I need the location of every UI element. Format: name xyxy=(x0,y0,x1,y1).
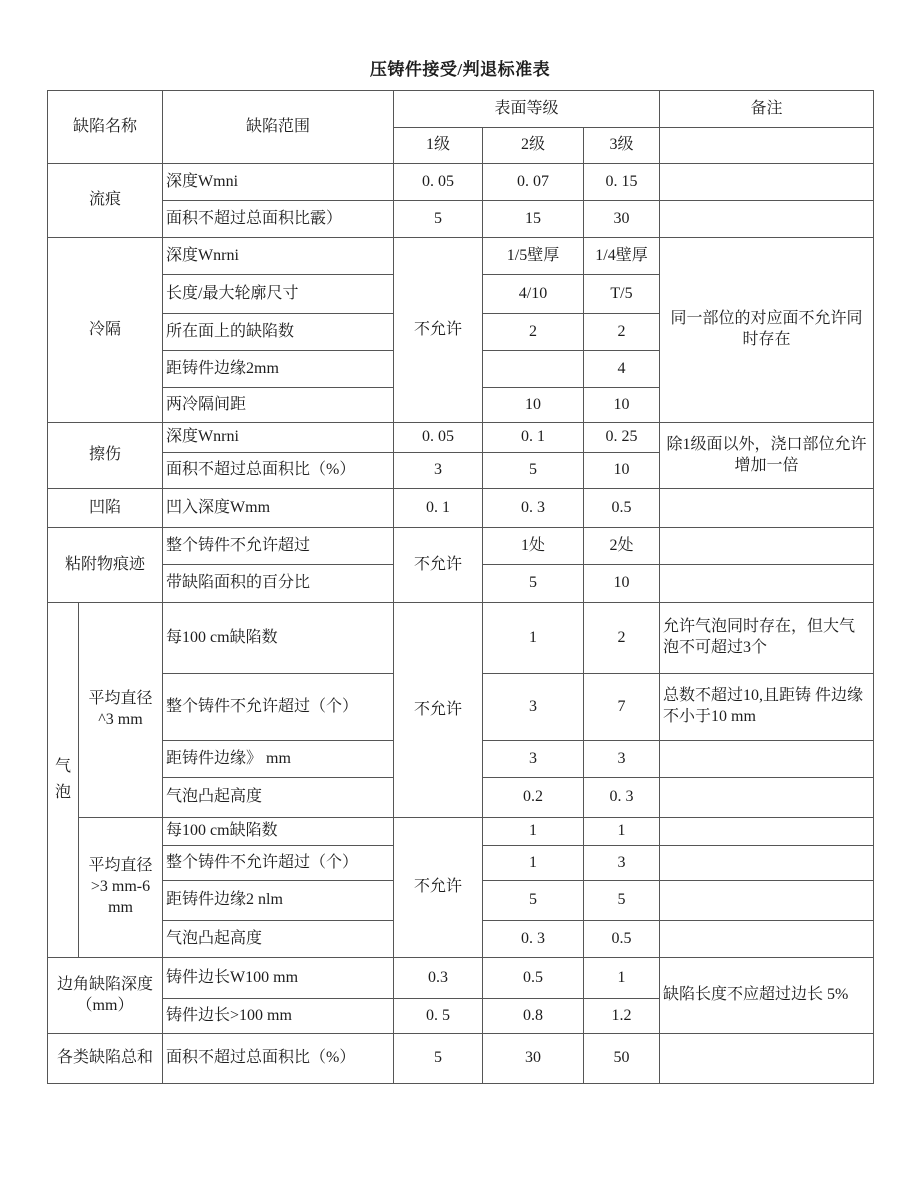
remark-cell: 总数不超过10,且距铸 件边缘不小于10 mm xyxy=(660,674,874,741)
grade2-cell: 10 xyxy=(483,388,584,423)
grade2-cell: 0.5 xyxy=(483,958,584,999)
grade3-cell: 0.5 xyxy=(584,921,660,958)
grade1-cell: 0. 05 xyxy=(394,164,483,201)
grade2-cell: 0. 3 xyxy=(483,921,584,958)
grade2-cell: 0.8 xyxy=(483,999,584,1034)
grade3-cell: 30 xyxy=(584,201,660,238)
remark-cell xyxy=(660,528,874,565)
grade3-cell: 0. 15 xyxy=(584,164,660,201)
grade2-cell: 2 xyxy=(483,314,584,351)
grade2-cell: 3 xyxy=(483,741,584,778)
grade3-cell: 3 xyxy=(584,741,660,778)
remark-cell xyxy=(660,921,874,958)
grade3-cell: 2 xyxy=(584,603,660,674)
scope-cell: 整个铸件不允许超过（个） xyxy=(163,846,394,881)
grade2-cell: 0. 1 xyxy=(483,423,584,453)
grade2-cell: 0. 3 xyxy=(483,489,584,528)
header-grade2: 2级 xyxy=(483,128,584,164)
grade2-cell: 0.2 xyxy=(483,778,584,818)
grade2-cell: 1 xyxy=(483,846,584,881)
grade3-cell: 50 xyxy=(584,1034,660,1084)
remark-cell xyxy=(660,201,874,238)
grade2-cell: 1 xyxy=(483,603,584,674)
defect-name-cell xyxy=(48,603,79,958)
grade3-cell: 0. 25 xyxy=(584,423,660,453)
header-grade1: 1级 xyxy=(394,128,483,164)
scope-cell: 铸件边长W100 mm xyxy=(163,958,394,999)
defect-name-cell: 擦伤 xyxy=(48,423,163,489)
grade2-cell: 5 xyxy=(483,453,584,489)
remark-cell xyxy=(660,489,874,528)
document-title: 压铸件接受/判退标准表 xyxy=(369,60,551,79)
scope-cell: 距铸件边缘2mm xyxy=(163,351,394,388)
grade2-cell: 5 xyxy=(483,881,584,921)
grade3-cell: 3 xyxy=(584,846,660,881)
header-surface-grade: 表面等级 xyxy=(394,91,660,128)
defect-name-cell: 冷隔 xyxy=(48,238,163,423)
grade1-cell: 5 xyxy=(394,201,483,238)
remark-cell xyxy=(660,846,874,881)
scope-cell: 距铸件边缘2 nlm xyxy=(163,881,394,921)
grade2-cell: 3 xyxy=(483,674,584,741)
remark-cell: 同一部位的对应面不允许同时存在 xyxy=(660,238,874,423)
scope-cell: 每100 cm缺陷数 xyxy=(163,818,394,846)
remark-cell xyxy=(660,881,874,921)
grade3-cell: 10 xyxy=(584,388,660,423)
scope-cell: 气泡凸起高度 xyxy=(163,778,394,818)
grade3-cell: 10 xyxy=(584,565,660,603)
grade3-cell: 1/4壁厚 xyxy=(584,238,660,275)
grade3-cell: 0.5 xyxy=(584,489,660,528)
grade3-cell: 10 xyxy=(584,453,660,489)
defect-name-cell: 流痕 xyxy=(48,164,163,238)
remark-cell xyxy=(660,741,874,778)
grade1-merged-cell: 不允许 xyxy=(394,603,483,818)
grade2-cell: 15 xyxy=(483,201,584,238)
grade1-cell: 3 xyxy=(394,453,483,489)
scope-cell: 铸件边长>100 mm xyxy=(163,999,394,1034)
grade2-cell: 5 xyxy=(483,565,584,603)
grade2-cell: 1处 xyxy=(483,528,584,565)
remark-cell: 允许气泡同时存在，但大气泡不可超过3个 xyxy=(660,603,874,674)
subsection-label-cell: 平均直径^3 mm xyxy=(79,603,163,818)
remark-cell xyxy=(660,818,874,846)
header-grade3: 3级 xyxy=(584,128,660,164)
remark-cell: 除1级面以外，浇口部位允许增加一倍 xyxy=(660,423,874,489)
scope-cell: 长度/最大轮廓尺寸 xyxy=(163,275,394,314)
remark-cell xyxy=(660,164,874,201)
grade3-cell: 1 xyxy=(584,958,660,999)
grade1-cell: 0. 5 xyxy=(394,999,483,1034)
grade2-cell: 1 xyxy=(483,818,584,846)
grade2-cell: 1/5壁厚 xyxy=(483,238,584,275)
scope-cell: 距铸件边缘》 mm xyxy=(163,741,394,778)
grade3-cell: 4 xyxy=(584,351,660,388)
grade1-merged-cell: 不允许 xyxy=(394,818,483,958)
grade3-cell: 2 xyxy=(584,314,660,351)
scope-cell: 面积不超过总面积比（%） xyxy=(163,453,394,489)
remark-cell xyxy=(660,565,874,603)
grade2-cell: 0. 07 xyxy=(483,164,584,201)
header-defect-scope: 缺陷范围 xyxy=(163,91,394,164)
scope-cell: 面积不超过总面积比霰） xyxy=(163,201,394,238)
scope-cell: 深度Wnrni xyxy=(163,423,394,453)
grade3-cell: 5 xyxy=(584,881,660,921)
grade3-cell: 0. 3 xyxy=(584,778,660,818)
vertical-label: 气泡 xyxy=(54,758,71,801)
grade1-cell: 0.3 xyxy=(394,958,483,999)
grade1-merged-cell: 不允许 xyxy=(394,528,483,603)
grade3-cell: 1 xyxy=(584,818,660,846)
defect-name-cell: 各类缺陷总和 xyxy=(48,1034,163,1084)
grade3-cell: T/5 xyxy=(584,275,660,314)
grade3-cell: 2处 xyxy=(584,528,660,565)
remark-cell xyxy=(660,1034,874,1084)
remark-cell xyxy=(660,128,874,164)
scope-cell: 深度Wnrni xyxy=(163,238,394,275)
scope-cell: 深度Wmni xyxy=(163,164,394,201)
scope-cell: 整个铸件不允许超过 xyxy=(163,528,394,565)
remark-cell: 缺陷长度不应超过边长 5% xyxy=(660,958,874,1034)
grade2-cell xyxy=(483,351,584,388)
grade1-cell: 5 xyxy=(394,1034,483,1084)
scope-cell: 凹入深度Wmm xyxy=(163,489,394,528)
scope-cell: 带缺陷面积的百分比 xyxy=(163,565,394,603)
header-defect-name: 缺陷名称 xyxy=(48,91,163,164)
grade2-cell: 4/10 xyxy=(483,275,584,314)
scope-cell: 两冷隔间距 xyxy=(163,388,394,423)
grade1-merged-cell: 不允许 xyxy=(394,238,483,423)
grade3-cell: 1.2 xyxy=(584,999,660,1034)
defect-name-cell: 凹陷 xyxy=(48,489,163,528)
defect-name-cell: 边角缺陷深度（mm） xyxy=(48,958,163,1034)
scope-cell: 整个铸件不允许超过（个） xyxy=(163,674,394,741)
remark-cell xyxy=(660,778,874,818)
acceptance-standards-table xyxy=(47,90,874,1084)
scope-cell: 面积不超过总面积比（%） xyxy=(163,1034,394,1084)
defect-name-cell: 粘附物痕迹 xyxy=(48,528,163,603)
scope-cell: 每100 cm缺陷数 xyxy=(163,603,394,674)
grade1-cell: 0. 05 xyxy=(394,423,483,453)
grade2-cell: 30 xyxy=(483,1034,584,1084)
grade1-cell: 0. 1 xyxy=(394,489,483,528)
subsection-label-cell: 平均直径>3 mm-6 mm xyxy=(79,818,163,958)
grade3-cell: 7 xyxy=(584,674,660,741)
scope-cell: 所在面上的缺陷数 xyxy=(163,314,394,351)
header-remark: 备注 xyxy=(660,91,874,128)
scope-cell: 气泡凸起高度 xyxy=(163,921,394,958)
